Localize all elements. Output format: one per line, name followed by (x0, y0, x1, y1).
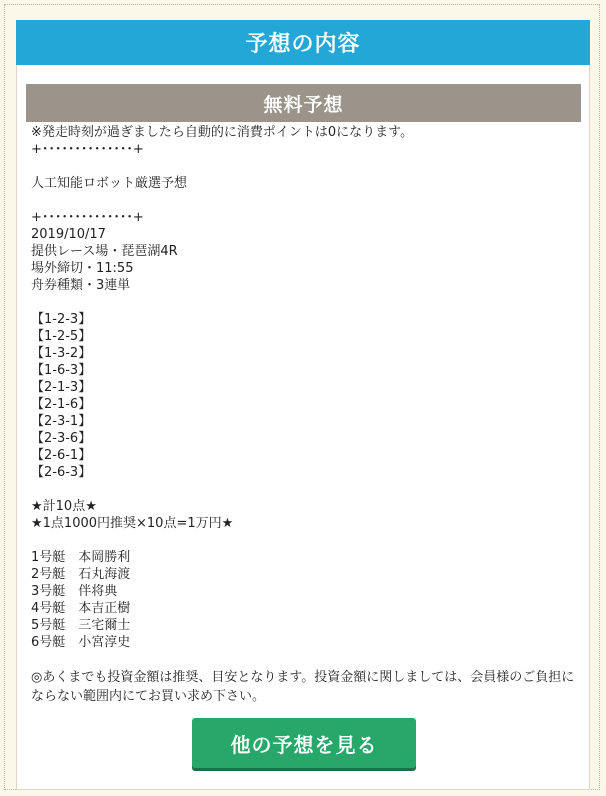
section-title: 無料予想 (26, 84, 581, 122)
total-points: ★計10点★ (31, 499, 97, 514)
bet-recommendation: ★1点1000円推奨×10点=1万円★ (31, 516, 234, 531)
view-other-predictions-button[interactable]: 他の予想を見る (192, 718, 416, 768)
pick-item: 【2-6-3】 (31, 465, 92, 480)
pick-item: 【1-3-2】 (31, 346, 92, 361)
divider-top: +･･････････････+ (31, 142, 144, 157)
pick-item: 【2-1-3】 (31, 380, 92, 395)
pick-item: 【1-2-5】 (31, 329, 92, 344)
investment-disclaimer: ◎あくまでも投資金額は推奨、目安となります。投資金額に関しましては、会員様のご負担にならない範囲内にてお買い求め下さい。 (31, 670, 575, 704)
page-title: 予想の内容 (16, 20, 590, 65)
pick-item: 【2-3-1】 (31, 414, 92, 429)
boat-entry: 3号艇 伴将典 (31, 584, 118, 599)
divider-bottom: +･･････････････+ (31, 210, 144, 225)
boat-entry: 6号艇 小宮淳史 (31, 635, 131, 650)
boat-entry: 4号艇 本吉正樹 (31, 601, 131, 616)
pick-item: 【2-6-1】 (31, 448, 92, 463)
boat-entry: 1号艇 本岡勝利 (31, 550, 131, 565)
race-deadline: 場外締切・11:55 (31, 261, 134, 276)
pick-item: 【2-1-6】 (31, 397, 92, 412)
boat-entry: 2号艇 石丸海渡 (31, 567, 131, 582)
race-date: 2019/10/17 (31, 227, 106, 242)
prediction-heading: 人工知能ロボット厳選予想 (31, 176, 188, 191)
point-notice: ※発走時刻が過ぎましたら自動的に消費ポイントは0になります。 (31, 125, 414, 140)
boat-entry: 5号艇 三宅爾士 (31, 618, 131, 633)
race-venue: 提供レース場・琵琶湖4R (31, 244, 178, 259)
pick-item: 【1-6-3】 (31, 363, 92, 378)
bet-type: 舟券種類・3連単 (31, 278, 131, 293)
prediction-content (31, 124, 576, 706)
pick-item: 【2-3-6】 (31, 431, 92, 446)
pick-item: 【1-2-3】 (31, 312, 92, 327)
